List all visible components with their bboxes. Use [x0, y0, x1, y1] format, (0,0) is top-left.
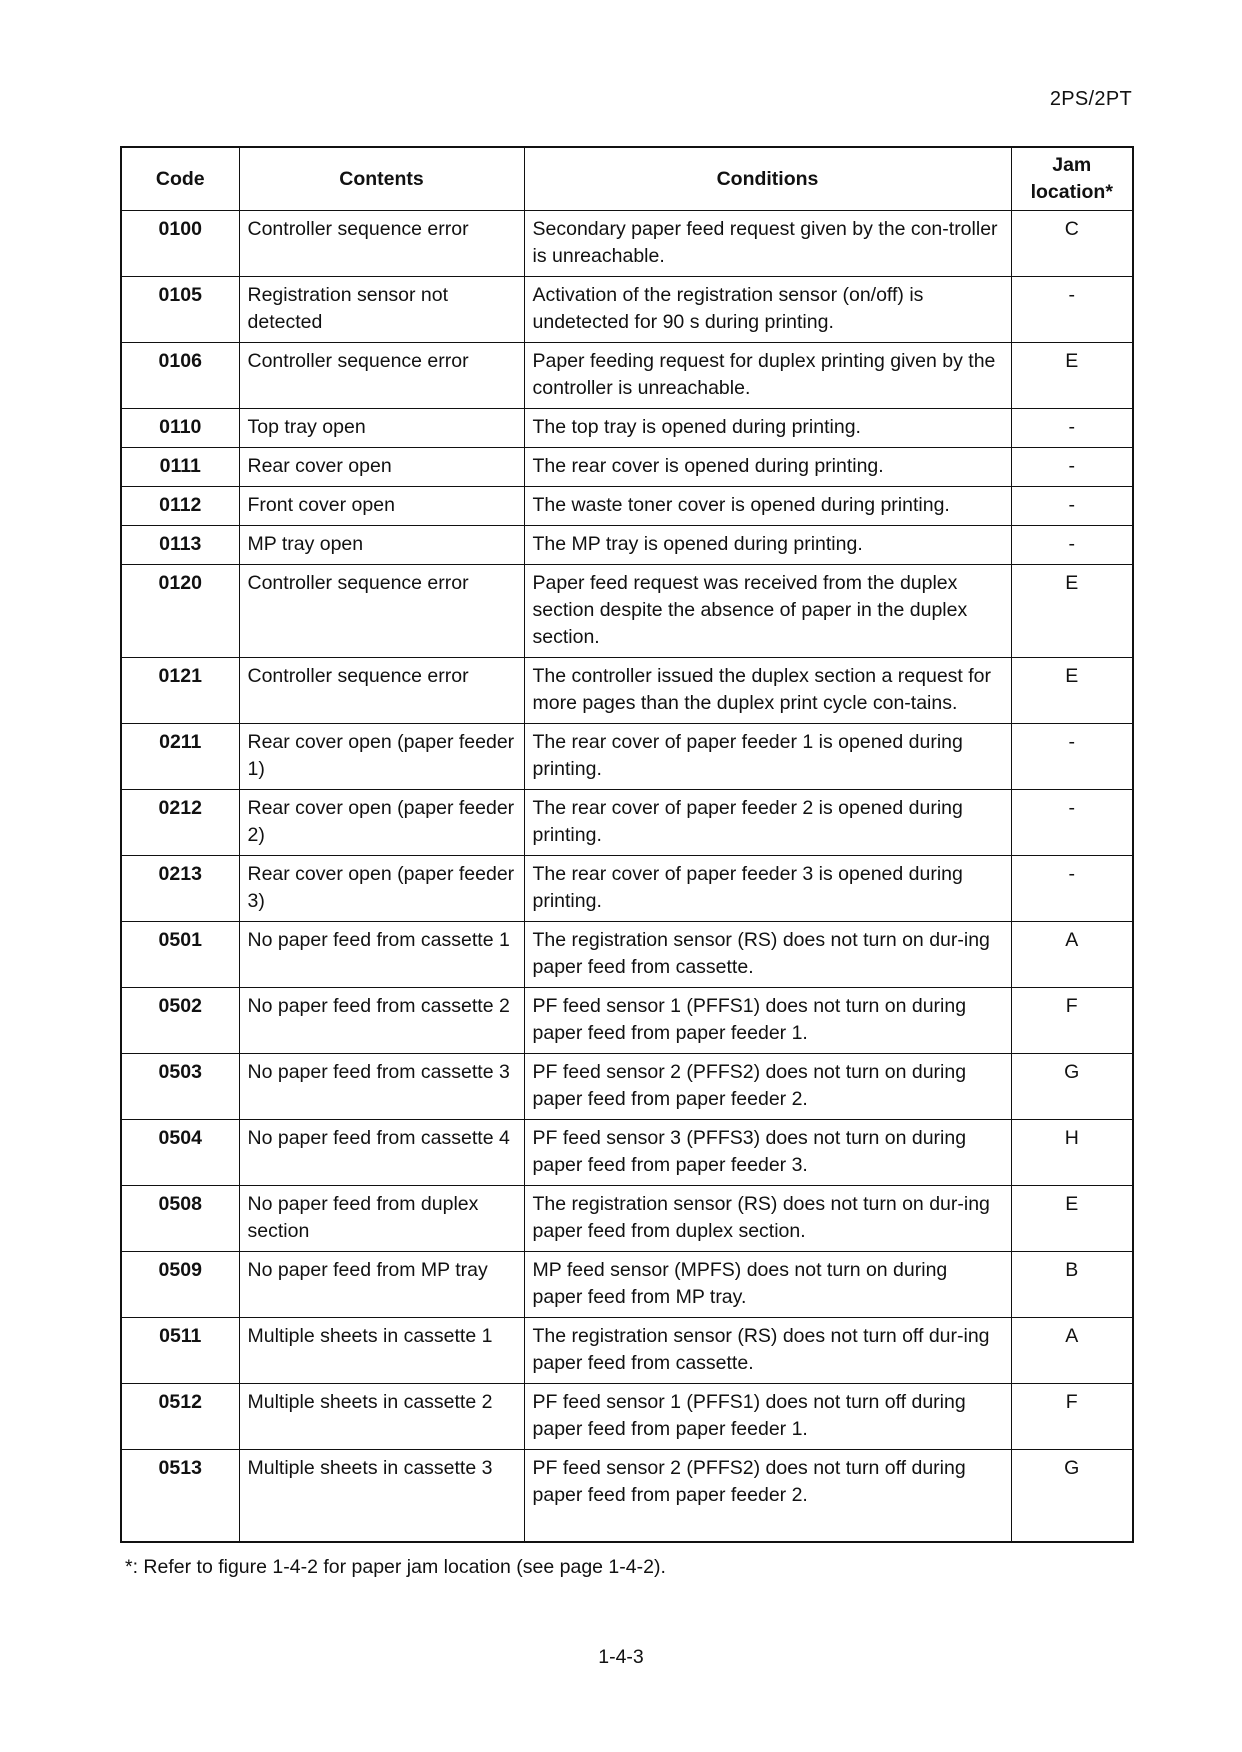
cell-code: 0503: [121, 1054, 239, 1120]
document-model-code: 2PS/2PT: [1049, 88, 1132, 110]
cell-jam-location: -: [1011, 277, 1133, 343]
table-row: [121, 277, 1133, 343]
cell-conditions: The registration sensor (RS) does not turn on dur-ing paper feed from duplex section.: [524, 1186, 1011, 1252]
cell-contents: Controller sequence error: [239, 211, 524, 277]
table-row: [121, 658, 1133, 724]
cell-jam-location: -: [1011, 856, 1133, 922]
cell-code: 0113: [121, 526, 239, 565]
cell-jam-location: E: [1011, 565, 1133, 658]
cell-jam-location: -: [1011, 790, 1133, 856]
cell-contents: Rear cover open: [239, 448, 524, 487]
table-row: [121, 1318, 1133, 1384]
table-row: [121, 1054, 1133, 1120]
cell-jam-location: G: [1011, 1054, 1133, 1120]
cell-conditions: The rear cover of paper feeder 3 is opened during printing.: [524, 856, 1011, 922]
cell-jam-location: -: [1011, 526, 1133, 565]
cell-code: 0212: [121, 790, 239, 856]
table-row: [121, 790, 1133, 856]
cell-conditions: The controller issued the duplex section a request for more pages than the duplex print cycle con-tains.: [524, 658, 1011, 724]
column-header-jam-location: Jam location*: [1011, 147, 1133, 211]
cell-jam-location: -: [1011, 448, 1133, 487]
error-code-table-container: [120, 146, 1132, 1543]
table-row: [121, 343, 1133, 409]
cell-contents: Multiple sheets in cassette 1: [239, 1318, 524, 1384]
cell-conditions: The rear cover of paper feeder 2 is opened during printing.: [524, 790, 1011, 856]
column-header-code: Code: [121, 147, 239, 211]
cell-jam-location: C: [1011, 211, 1133, 277]
cell-contents: No paper feed from cassette 4: [239, 1120, 524, 1186]
table-row: [121, 922, 1133, 988]
cell-jam-location: -: [1011, 409, 1133, 448]
cell-conditions: The waste toner cover is opened during printing.: [524, 487, 1011, 526]
cell-jam-location: E: [1011, 658, 1133, 724]
cell-contents: No paper feed from cassette 1: [239, 922, 524, 988]
cell-conditions: PF feed sensor 1 (PFFS1) does not turn off during paper feed from paper feeder 1.: [524, 1384, 1011, 1450]
footnote: *: Refer to figure 1-4-2 for paper jam location (see page 1-4-2).: [125, 1556, 666, 1578]
cell-jam-location: A: [1011, 1318, 1133, 1384]
cell-jam-location: H: [1011, 1120, 1133, 1186]
cell-code: 0100: [121, 211, 239, 277]
cell-contents: Rear cover open (paper feeder 1): [239, 724, 524, 790]
cell-code: 0120: [121, 565, 239, 658]
column-header-conditions: Conditions: [524, 147, 1011, 211]
table-row: [121, 565, 1133, 658]
cell-conditions: The rear cover of paper feeder 1 is opened during printing.: [524, 724, 1011, 790]
table-row: [121, 1120, 1133, 1186]
cell-contents: Controller sequence error: [239, 343, 524, 409]
header-row: [121, 147, 1133, 211]
cell-contents: Controller sequence error: [239, 565, 524, 658]
cell-code: 0513: [121, 1450, 239, 1543]
cell-conditions: The top tray is opened during printing.: [524, 409, 1011, 448]
cell-code: 0110: [121, 409, 239, 448]
cell-conditions: PF feed sensor 1 (PFFS1) does not turn on during paper feed from paper feeder 1.: [524, 988, 1011, 1054]
table-row: [121, 526, 1133, 565]
cell-conditions: Activation of the registration sensor (on/off) is undetected for 90 s during printing.: [524, 277, 1011, 343]
cell-conditions: The MP tray is opened during printing.: [524, 526, 1011, 565]
cell-conditions: The registration sensor (RS) does not turn on dur-ing paper feed from cassette.: [524, 922, 1011, 988]
cell-contents: No paper feed from cassette 3: [239, 1054, 524, 1120]
cell-code: 0211: [121, 724, 239, 790]
table-row: [121, 448, 1133, 487]
cell-jam-location: E: [1011, 1186, 1133, 1252]
cell-contents: Top tray open: [239, 409, 524, 448]
cell-jam-location: F: [1011, 1384, 1133, 1450]
table-row: [121, 1384, 1133, 1450]
cell-contents: MP tray open: [239, 526, 524, 565]
table-row: [121, 1450, 1133, 1543]
cell-contents: Front cover open: [239, 487, 524, 526]
cell-jam-location: A: [1011, 922, 1133, 988]
cell-contents: Registration sensor not detected: [239, 277, 524, 343]
page-number: 1-4-3: [598, 1646, 644, 1668]
cell-conditions: Paper feeding request for duplex printing given by the controller is unreachable.: [524, 343, 1011, 409]
cell-code: 0112: [121, 487, 239, 526]
cell-conditions: The rear cover is opened during printing.: [524, 448, 1011, 487]
cell-code: 0105: [121, 277, 239, 343]
table-row: [121, 724, 1133, 790]
cell-jam-location: -: [1011, 487, 1133, 526]
cell-conditions: Secondary paper feed request given by the con-troller is unreachable.: [524, 211, 1011, 277]
cell-contents: Controller sequence error: [239, 658, 524, 724]
cell-code: 0504: [121, 1120, 239, 1186]
cell-code: 0106: [121, 343, 239, 409]
cell-jam-location: E: [1011, 343, 1133, 409]
cell-code: 0121: [121, 658, 239, 724]
table-row: [121, 409, 1133, 448]
cell-contents: Multiple sheets in cassette 3: [239, 1450, 524, 1543]
table-row: [121, 1252, 1133, 1318]
cell-conditions: PF feed sensor 3 (PFFS3) does not turn on during paper feed from paper feeder 3.: [524, 1120, 1011, 1186]
table-header: [121, 147, 1133, 211]
cell-code: 0213: [121, 856, 239, 922]
cell-code: 0508: [121, 1186, 239, 1252]
cell-conditions: Paper feed request was received from the duplex section despite the absence of paper in the duplex section.: [524, 565, 1011, 658]
cell-conditions: PF feed sensor 2 (PFFS2) does not turn off during paper feed from paper feeder 2.: [524, 1450, 1011, 1543]
cell-code: 0509: [121, 1252, 239, 1318]
cell-conditions: PF feed sensor 2 (PFFS2) does not turn on during paper feed from paper feeder 2.: [524, 1054, 1011, 1120]
cell-code: 0512: [121, 1384, 239, 1450]
cell-code: 0511: [121, 1318, 239, 1384]
cell-jam-location: F: [1011, 988, 1133, 1054]
table-row: [121, 856, 1133, 922]
cell-contents: Multiple sheets in cassette 2: [239, 1384, 524, 1450]
cell-code: 0111: [121, 448, 239, 487]
table-body: [121, 211, 1133, 1543]
cell-jam-location: -: [1011, 724, 1133, 790]
cell-contents: Rear cover open (paper feeder 2): [239, 790, 524, 856]
table-row: [121, 487, 1133, 526]
column-header-contents: Contents: [239, 147, 524, 211]
error-code-table: [120, 146, 1134, 1543]
cell-conditions: MP feed sensor (MPFS) does not turn on during paper feed from MP tray.: [524, 1252, 1011, 1318]
cell-contents: No paper feed from duplex section: [239, 1186, 524, 1252]
cell-conditions: The registration sensor (RS) does not turn off dur-ing paper feed from cassette.: [524, 1318, 1011, 1384]
table-row: [121, 1186, 1133, 1252]
table-row: [121, 988, 1133, 1054]
cell-jam-location: G: [1011, 1450, 1133, 1543]
cell-contents: No paper feed from MP tray: [239, 1252, 524, 1318]
cell-code: 0502: [121, 988, 239, 1054]
cell-jam-location: B: [1011, 1252, 1133, 1318]
cell-contents: Rear cover open (paper feeder 3): [239, 856, 524, 922]
table-row: [121, 211, 1133, 277]
cell-contents: No paper feed from cassette 2: [239, 988, 524, 1054]
cell-code: 0501: [121, 922, 239, 988]
